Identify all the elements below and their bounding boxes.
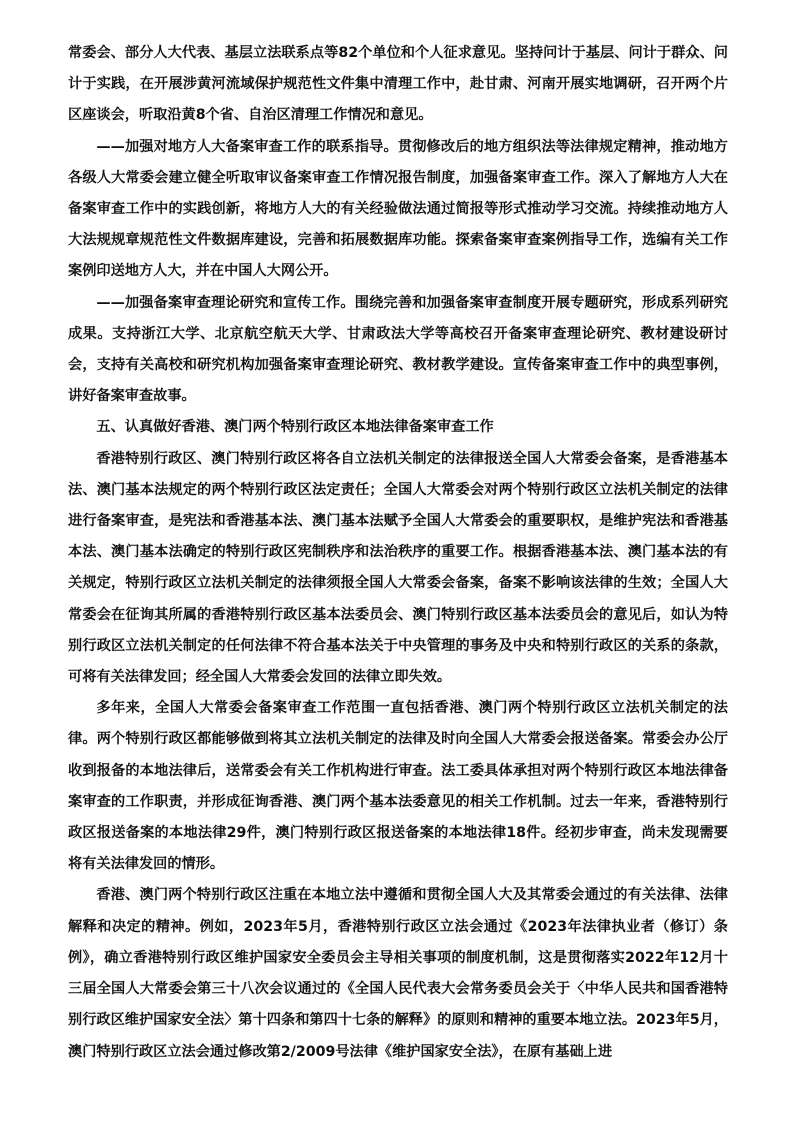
- paragraph-5: 香港特别行政区、澳门特别行政区将各自立法机关制定的法律报送全国人大常委会备案，是香港基本法、澳门基本法规定的两个特别行政区法定责任；全国人大常委会对两个特别行政区立法机关制定的法律进行备案审查，是宪法和香港基本法、澳门基本法赋予全国人大常委会的重要职权，是维护宪法和香港基本法、澳门基本法确定的特别行政区宪制秩序和法治秩序的重要工作。根据香港基本法、澳门基本法的有关规定，特别行政区立法机关制定的法律须报全国人大常委会备案，备案不影响该法律的生效；全国人大常委会在征询其所属的香港特别行政区基本法委员会、澳门特别行政区基本法委员会的意见后，如认为特别行政区立法机关制定的任何法律不符合基本法关于中央管理的事务及中央和特别行政区的关系的条款，可将有关法律发回；经全国人大常委会发回的法律立即失效。: [68, 450, 728, 686]
- paragraph-3: ——加强备案审查理论研究和宣传工作。围绕完善和加强备案审查制度开展专题研究，形成系列研究成果。支持浙江大学、北京航空航天大学、甘肃政法大学等高校召开备案审查理论研究、教材建设研讨会，支持有关高校和研究机构加强备案审查理论研究、教材教学建设。宣传备案审查工作中的典型事例，讲好备案审查故事。: [68, 294, 728, 405]
- section-heading-5: 五、认真做好香港、澳门两个特别行政区本地法律备案审查工作: [96, 419, 494, 436]
- paragraph-6: 多年来，全国人大常委会备案审查工作范围一直包括香港、澳门两个特别行政区立法机关制定的法律。两个特别行政区都能够做到将其立法机关制定的法律及时向全国人大常委会报送备案。常委会办公厅收到报备的本地法律后，送常委会有关工作机构进行审查。法工委具体承担对两个特别行政区本地法律备案审查的工作职责，并形成征询香港、澳门两个基本法委意见的相关工作机制。过去一年来，香港特别行政区报送备案的本地法律29件，澳门特别行政区报送备案的本地法律18件。经初步审查，尚未发现需要将有关法律发回的情形。: [68, 700, 728, 873]
- paragraph-7: 香港、澳门两个特别行政区注重在本地立法中遵循和贯彻全国人大及其常委会通过的有关法律、法律解释和决定的精神。例如，2023年5月，香港特别行政区立法会通过《2023年法律执业者（修订）条例》，确立香港特别行政区维护国家安全委员会主导相关事项的制度机制，这是贯彻落实2022年12月十三届全国人大常委会第三十八次会议通过的《全国人民代表大会常务委员会关于〈中华人民共和国香港特别行政区维护国家安全法〉第十四条和第四十七条的解释》的原则和精神的重要本地立法。2023年5月，澳门特别行政区立法会通过修改第2/2009号法律《维护国家安全法》，在原有基础上进: [68, 887, 728, 1060]
- paragraph-2: ——加强对地方人大备案审查工作的联系指导。贯彻修改后的地方组织法等法律规定精神，推动地方各级人大常委会建立健全听取审议备案审查工作情况报告制度，加强备案审查工作。深入了解地方人大在备案审查工作中的实践创新，将地方人大的有关经验做法通过简报等形式推动学习交流。持续推动地方人大法规规章规范性文件数据库建设，完善和拓展数据库功能。探索备案审查案例指导工作，选编有关工作案例印送地方人大，并在中国人大网公开。: [68, 138, 728, 280]
- document-page: [68, 38, 728, 1068]
- paragraph-1: 常委会、部分人大代表、基层立法联系点等82个单位和个人征求意见。坚持问计于基层、问计于群众、问计于实践，在开展涉黄河流域保护规范性文件集中清理工作中，赴甘肃、河南开展实地调研，召开两个片区座谈会，听取沿黄8个省、自治区清理工作情况和意见。: [68, 45, 728, 124]
